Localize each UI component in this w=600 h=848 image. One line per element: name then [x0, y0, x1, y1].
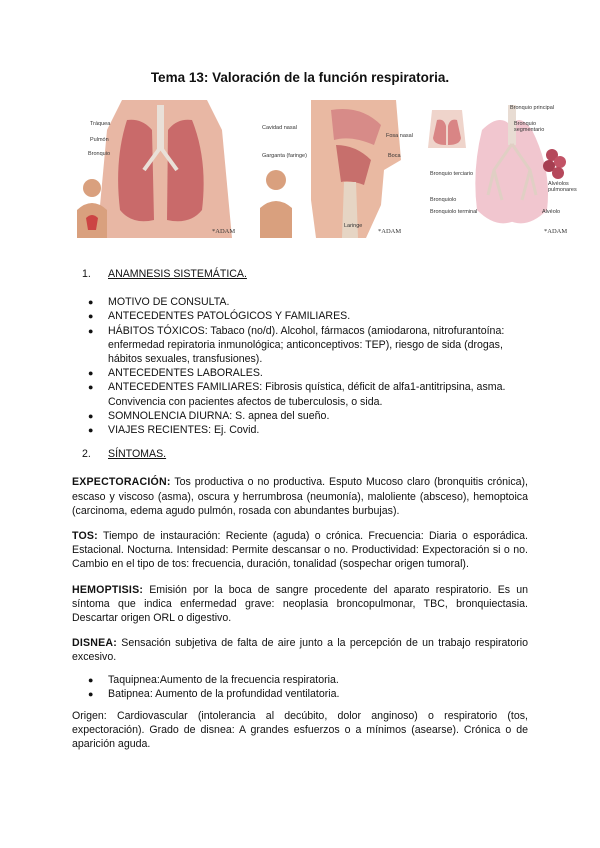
- adam-credit: *ADAM: [378, 228, 402, 235]
- list-item: ● ANTECEDENTES PATOLÓGICOS Y FAMILIARES.: [88, 310, 351, 323]
- tos-paragraph: TOS: Tiempo de instauración: Reciente (aguda) o crónica. Frecuencia: Diaria o esporádica. Estacional. Nocturna. Intensidad: Permite descansar o no. Productividad: Expectoración si o no. Cambio en el tipo de tos: frecuencia, duración, tonalidad (sospechar origen tumoral).: [72, 530, 528, 571]
- page-title: Tema 13: Valoración de la función respiratoria.: [150, 70, 450, 85]
- upper-airway-illustration: [256, 100, 416, 238]
- label-bronquio-segmentario: Bronquio segmentario: [514, 121, 545, 133]
- label-laringe: Laringe: [344, 223, 363, 229]
- hemoptisis-paragraph: HEMOPTISIS: Emisión por la boca de sangre procedente del aparato respiratorio. Es un síntoma que indica enfermedad grave: neoplasia broncopulmonar, TBC, bronquiectasia. Descartar origen ORL o digestivo.: [72, 583, 528, 625]
- section-title: SÍNTOMAS.: [108, 448, 167, 461]
- section-number: 1.: [82, 268, 91, 280]
- label-bronquiolo-terminal: Bronquiolo terminal: [430, 209, 478, 215]
- document-body: [72, 267, 528, 763]
- disnea-paragraph: DISNEA: Sensación subjetiva de falta de aire junto a la percepción de un trabajo respiratorio excesivo.: [72, 637, 528, 664]
- label-pulmon: Pulmón: [90, 137, 109, 143]
- list-item: ● VIAJES RECIENTES: Ej. Covid.: [88, 424, 260, 437]
- airway-drawing: [256, 100, 416, 238]
- list-item: ● HÁBITOS TÓXICOS: Tabaco (no/d). Alcohol, fármacos (amiodarona, nitrofurantoína: enfermedad repiratoria inmunológica; anticonceptivos: TEP), riesgo de sida (drogas, hábitos sexuales, transfusiones).: [88, 324, 505, 366]
- expectoracion-paragraph: EXPECTORACIÓN: Tos productiva o no productiva. Esputo Mucoso claro (bronquitis crónica), escaso y viscoso (asma), oscura y herrumbrosa (neumonía), maloliente (absceso), hemoptoica (carcinoma, edema agudo pulmón, rosada con abundantes burbujas).: [72, 476, 528, 517]
- section-heading: [72, 447, 528, 461]
- label-boca: Boca: [388, 153, 401, 159]
- lungs-illustration: [72, 100, 247, 238]
- section-heading: [72, 267, 528, 281]
- label-bronquiolo: Bronquiolo: [430, 197, 457, 203]
- list-item: ● Batipnea: Aumento de la profundidad ventilatoria.: [88, 687, 340, 700]
- adam-credit: *ADAM: [212, 228, 236, 235]
- section-title: ANAMNESIS SISTEMÁTICA.: [108, 268, 247, 280]
- anamnesis-list: [72, 295, 528, 437]
- label-bronquio: Bronquio: [88, 151, 111, 157]
- bronchial-tree-illustration: [422, 100, 582, 238]
- list-item: ● ANTECEDENTES FAMILIARES: Fibrosis quística, déficit de alfa1-antitripsina, asma. Convivencia con pacientes afectos de tuberculosis, o sida.: [88, 381, 506, 408]
- label-alveolo: Alvéolo: [542, 209, 561, 215]
- label-bronquio-terciario: Bronquio terciario: [430, 171, 474, 177]
- label-alveolos-pulmonares: Alvéolos pulmonares: [548, 181, 577, 193]
- label-cavidad-nasal: Cavidad nasal: [262, 125, 297, 131]
- disnea-list: [72, 673, 528, 701]
- label-traquea: Tráquea: [90, 121, 111, 127]
- label-garganta: Garganta (faringe): [262, 153, 307, 159]
- label-bronquio-principal: Bronquio principal: [510, 105, 555, 111]
- list-item: ● MOTIVO DE CONSULTA.: [88, 296, 230, 309]
- list-item: ● Taquipnea:Aumento de la frecuencia respiratoria.: [88, 673, 339, 686]
- list-item: ● SOMNOLENCIA DIURNA: S. apnea del sueño.: [88, 409, 330, 422]
- bronchi-drawing: [422, 100, 582, 238]
- adam-credit: *ADAM: [544, 228, 568, 235]
- origen-paragraph: Origen: Cardiovascular (intolerancia al decúbito, dolor anginoso) o respiratorio (tos, expectoración). Grado de disnea: A grandes esfuerzos o a mínimos (asearse). Crónica o de aparición aguda.: [72, 710, 528, 751]
- label-fosa-nasal: Fosa nasal: [386, 133, 413, 139]
- list-item: ● ANTECEDENTES LABORALES.: [88, 367, 263, 380]
- section-number: 2.: [82, 448, 91, 461]
